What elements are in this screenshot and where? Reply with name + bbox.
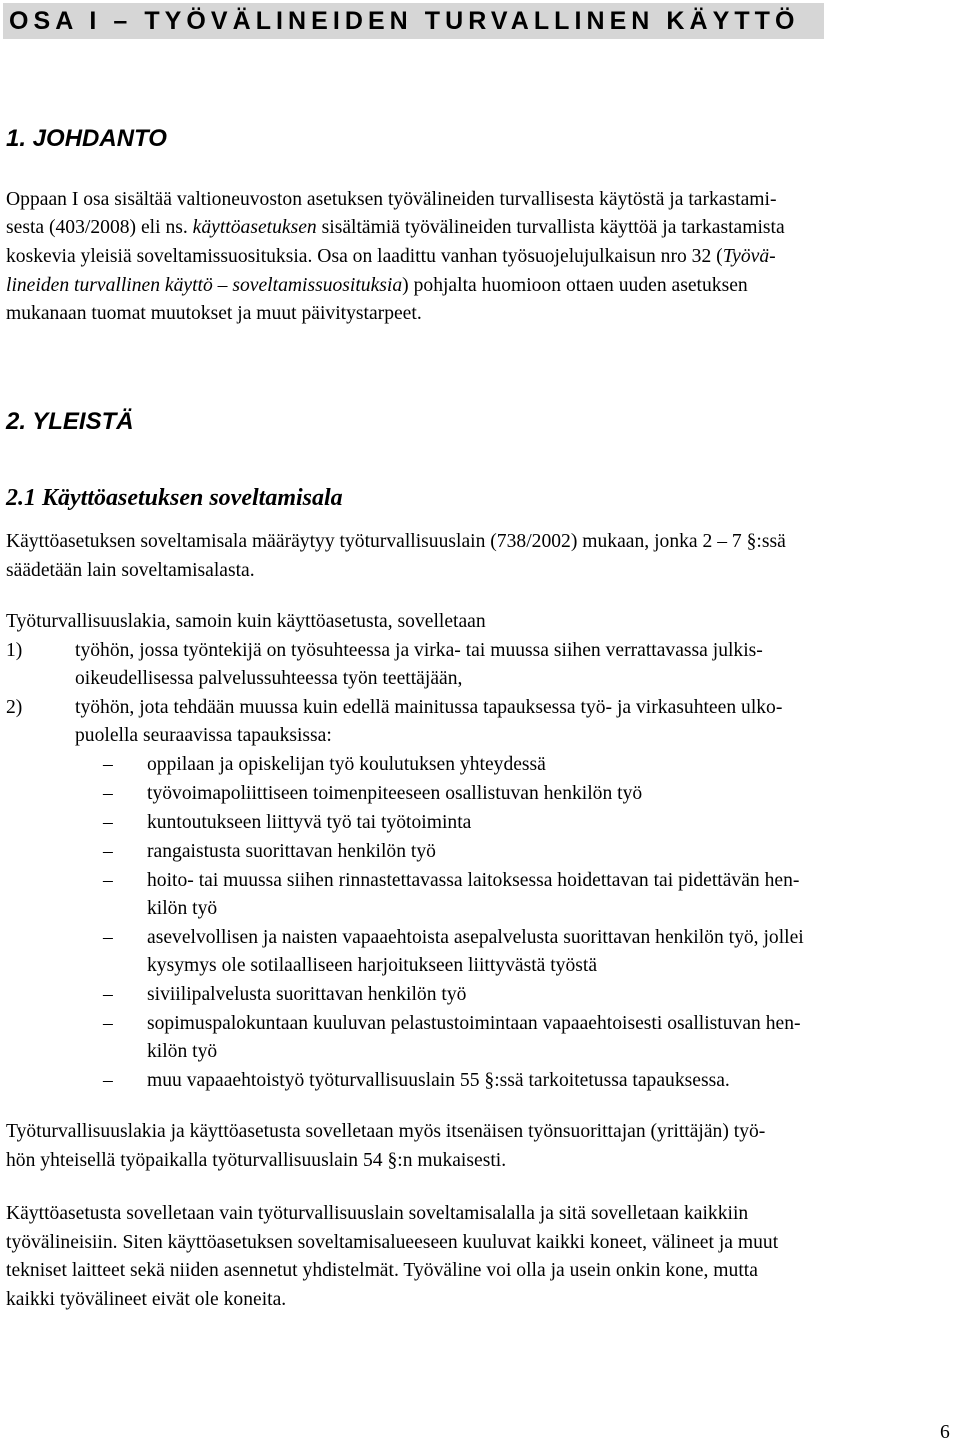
dash-bullet: – [103,754,113,775]
list-number-2: 2) [6,697,23,718]
bullet-item-continuation: kilön työ [147,898,218,919]
list-item-1-line-1: työhön, jossa työntekijä on työsuhteessa ja virka- tai muussa siihen verrattavassa julkis- [75,640,763,661]
dash-bullet: – [103,812,113,833]
dash-bullet: – [103,927,113,948]
intro-emphasis-publication-title: lineiden turvallinen käyttö – soveltamissuosituksia [6,275,403,296]
intro-line-2: sesta (403/2008) eli ns. käyttöasetuksen sisältämiä työvälineiden turvallista käyttöä ja tarkastamista [6,217,785,238]
dash-bullet: – [103,783,113,804]
dash-bullet: – [103,870,113,891]
bullet-item: oppilaan ja opiskelijan työ koulutuksen yhteydessä [147,754,546,775]
subheading-scope: 2.1 Käyttöasetuksen soveltamisala [6,485,343,511]
list-item-1-line-2: oikeudellisessa palvelussuhteessa työn teettäjään, [75,668,463,689]
bullet-item: hoito- tai muussa siihen rinnastettavassa laitoksessa hoidettavan tai pidettävän hen- [147,870,800,891]
list-item-2-line-2: puolella seuraavissa tapauksissa: [75,725,332,746]
bullet-item-continuation: kilön työ [147,1041,218,1062]
equipment-para-line-2: työvälineisiin. Siten käyttöasetuksen soveltamisalueeseen kuuluvat kaikki koneet, välineet ja muut [6,1232,779,1253]
list-item-2-line-1: työhön, jota tehdään muussa kuin edellä mainitussa tapauksessa työ- ja virkasuhteen ulko- [75,697,783,718]
part-title-banner [3,3,824,39]
page-number: 6 [940,1422,950,1443]
bullet-item: työvoimapoliittiseen toimenpiteeseen osallistuvan henkilön työ [147,783,643,804]
bullet-item: sopimuspalokuntaan kuuluvan pelastustoimintaan vapaaehtoisesti osallistuvan hen- [147,1013,801,1034]
dash-bullet: – [103,984,113,1005]
dash-bullet: – [103,1013,113,1034]
list-number-1: 1) [6,640,23,661]
bullet-item: asevelvollisen ja naisten vapaaehtoista asepalvelusta suorittavan henkilön työ, jollei [147,927,804,948]
bullet-item: rangaistusta suorittavan henkilön työ [147,841,436,862]
bullet-item: muu vapaaehtoistyö työturvallisuuslain 55 §:ssä tarkoitetussa tapauksessa. [147,1070,730,1091]
intro-line-3: koskevia yleisiä soveltamissuosituksia. Osa on laadittu vanhan työsuojelujulkaisun nro 32 (Työvä- [6,246,776,267]
intro-line-5: mukanaan tuomat muutokset ja muut päivitystarpeet. [6,303,422,324]
dash-bullet: – [103,1070,113,1091]
bullet-item: siviilipalvelusta suorittavan henkilön työ [147,984,467,1005]
self-employed-para-line-1: Työturvallisuuslakia ja käyttöasetusta sovelletaan myös itsenäisen työnsuorittajan (yrittäjän) työ- [6,1121,766,1142]
heading-introduction: 1. JOHDANTO [6,125,167,152]
self-employed-para-line-2: hön yhteisellä työpaikalla työturvallisuuslain 54 §:n mukaisesti. [6,1150,507,1171]
bullet-item-continuation: kysymys ole sotilaalliseen harjoitukseen liittyvästä työstä [147,955,598,976]
heading-general: 2. YLEISTÄ [6,408,134,435]
scope-para-line-2: säädetään lain soveltamisalasta. [6,560,255,581]
dash-bullet: – [103,841,113,862]
scope-para-line-1: Käyttöasetuksen soveltamisala määräytyy työturvallisuuslain (738/2002) mukaan, jonka 2 – 7 §:ssä [6,531,786,552]
equipment-para-line-4: kaikki työvälineet eivät ole koneita. [6,1289,287,1310]
part-title: OSA I – TYÖVÄLINEIDEN TURVALLINEN KÄYTTÖ [9,7,800,35]
equipment-para-line-3: tekniset laitteet sekä niiden asennetut yhdistelmät. Työväline voi olla ja usein onkin kone, mutta [6,1260,758,1281]
equipment-para-line-1: Käyttöasetusta sovelletaan vain työturvallisuuslain soveltamisalalla ja sitä sovelletaan kaikkiin [6,1203,749,1224]
intro-line-1: Oppaan I osa sisältää valtioneuvoston asetuksen työvälineiden turvallisesta käytöstä ja tarkastami- [6,189,777,210]
intro-emphasis-kayttoasetuksen: käyttöasetuksen [192,217,317,238]
applies-lead: Työturvallisuuslakia, samoin kuin käyttöasetusta, sovelletaan [6,611,486,632]
intro-line-4: lineiden turvallinen käyttö – soveltamissuosituksia) pohjalta huomioon ottaen uuden asetuksen [6,275,748,296]
bullet-item: kuntoutukseen liittyvä työ tai työtoiminta [147,812,472,833]
